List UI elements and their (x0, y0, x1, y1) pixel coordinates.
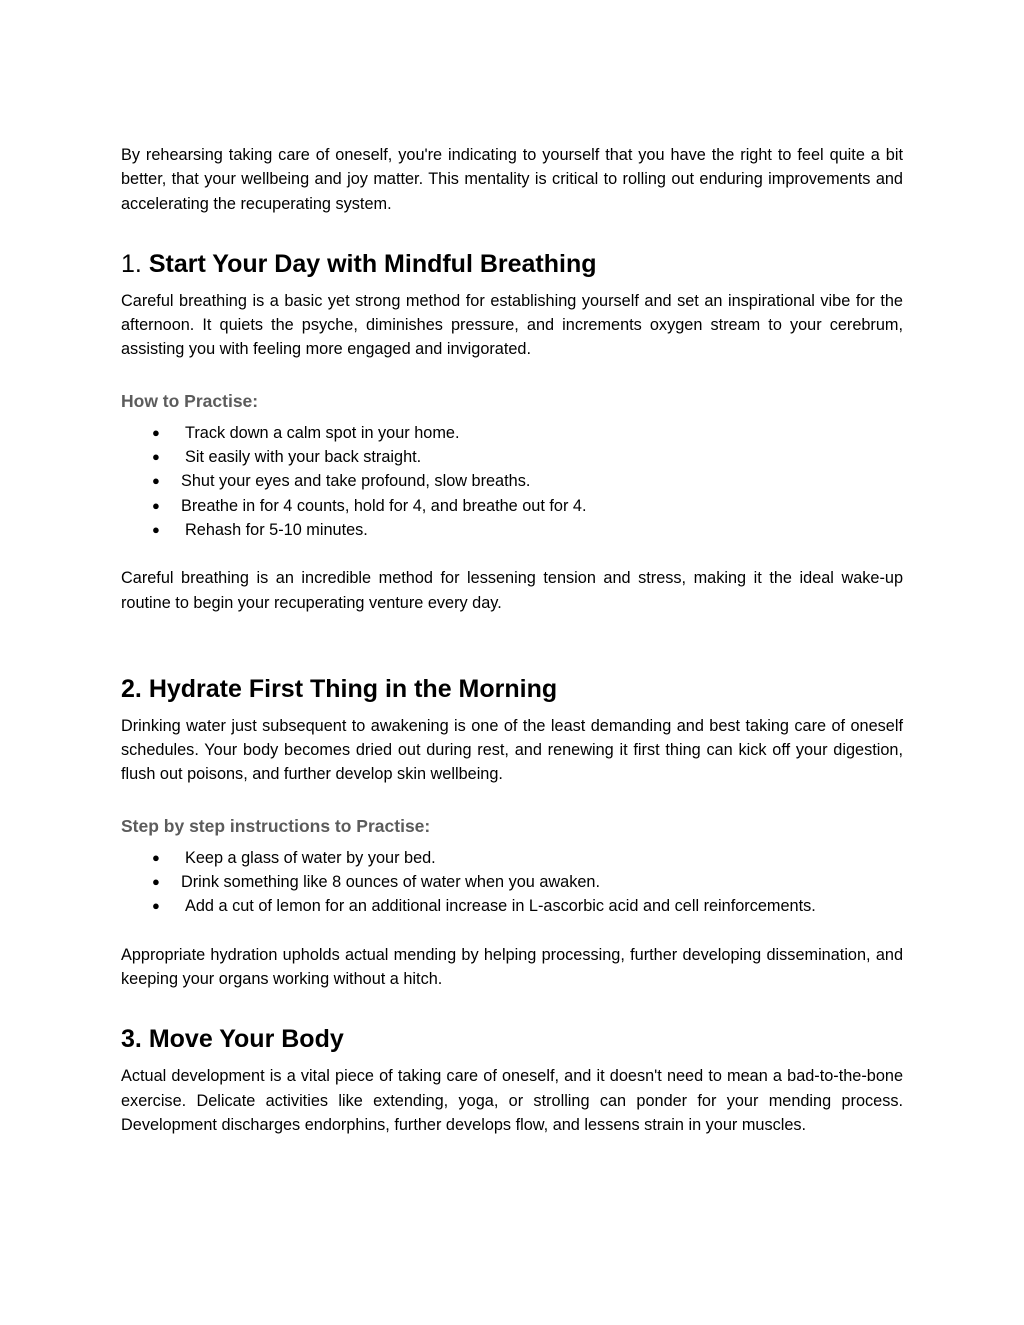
bullet-icon: ● (152, 424, 160, 440)
list-item: ● Track down a calm spot in your home. (121, 421, 903, 445)
list-item: ● Breathe in for 4 counts, hold for 4, and breathe out for 4. (121, 494, 903, 518)
bullet-icon: ● (152, 898, 160, 914)
section-1-title: Start Your Day with Mindful Breathing (148, 249, 597, 278)
list-item: ● Sit easily with your back straight. (121, 445, 903, 469)
list-item: ● Add a cut of lemon for an additional increase in L-ascorbic acid and cell reinforcements. (121, 894, 903, 918)
section-3-title: Move Your Body (148, 1025, 344, 1054)
section-1-closing: Careful breathing is an incredible method for lessening tension and stress, making it the ideal wake-up routine to begin your recuperating venture every day. (121, 569, 903, 612)
section-1-subheading: How to Practise: (121, 390, 259, 411)
section-3-number: 3. (121, 1025, 142, 1054)
section-3-paragraph: Actual development is a vital piece of taking care of oneself, and it doesn't need to mean a bad-to-the-bone exercise. Delicate activities like extending, yoga, or strolling can ponder for your mending process. Development discharges endorphins, further develops flow, and lessens strain in your muscles. (121, 1067, 903, 1134)
bullet-icon: ● (152, 849, 160, 865)
bullet-icon: ● (152, 449, 160, 465)
list-item: ● Rehash for 5-10 minutes. (121, 518, 903, 542)
bullet-icon: ● (152, 473, 160, 489)
section-2-title: Hydrate First Thing in the Morning (148, 674, 558, 703)
section-3-heading (121, 1024, 903, 1054)
section-2-closing: Appropriate hydration upholds actual mending by helping processing, further developing dissemination, and keeping your organs working without a hitch. (121, 945, 903, 988)
section-1-number: 1. (121, 249, 142, 278)
section-2-number: 2. (121, 674, 142, 703)
bullet-icon: ● (152, 874, 160, 890)
section-2-subheading: Step by step instructions to Practise: (121, 815, 431, 836)
section-1-bullet-list (121, 421, 903, 542)
document-page (121, 143, 903, 1137)
bullet-icon: ● (152, 521, 160, 537)
list-item: ● Keep a glass of water by your bed. (121, 846, 903, 870)
section-2-paragraph: Drinking water just subsequent to awakening is one of the least demanding and best taking care of oneself schedules. Your body becomes dried out during rest, and renewing it first thing can kick off your digestion, flush out poisons, and further develop skin wellbeing. (121, 716, 903, 784)
section-2-bullet-list (121, 846, 903, 919)
intro-paragraph: By rehearsing taking care of oneself, you're indicating to yourself that you have the right to feel quite a bit better, that your wellbeing and joy matter. This mentality is critical to rolling out enduring improvements and accelerating the recuperating system. (121, 146, 903, 213)
list-item: ● Drink something like 8 ounces of water when you awaken. (121, 870, 903, 894)
section-2-heading (121, 674, 903, 704)
list-item: ● Shut your eyes and take profound, slow breaths. (121, 469, 903, 493)
bullet-icon: ● (152, 497, 160, 513)
section-1-paragraph: Careful breathing is a basic yet strong method for establishing yourself and set an inspirational vibe for the afternoon. It quiets the psyche, diminishes pressure, and increments oxygen stream to your cerebrum, assisting you with feeling more engaged and invigorated. (121, 291, 903, 359)
section-1-heading (121, 249, 903, 279)
